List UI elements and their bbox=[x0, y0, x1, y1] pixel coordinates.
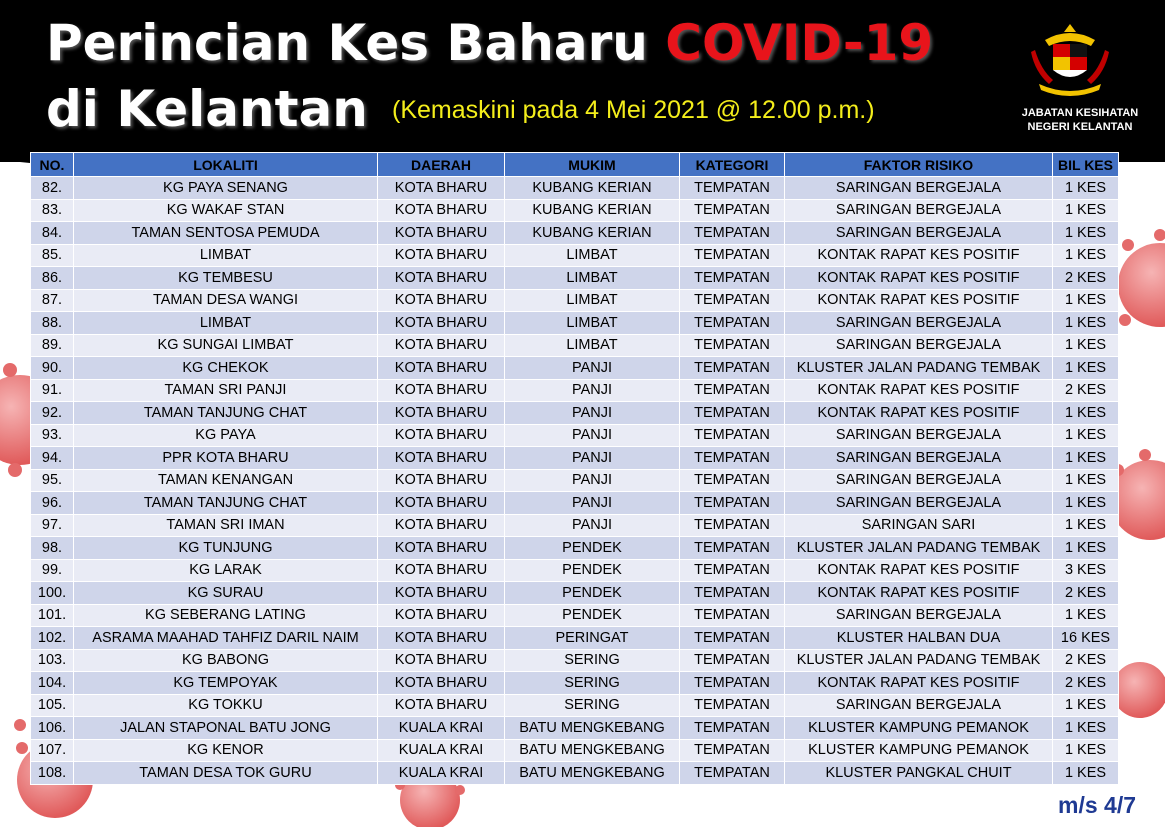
cell-no: 98. bbox=[31, 537, 74, 560]
cell-lokaliti: TAMAN TANJUNG CHAT bbox=[74, 402, 378, 425]
cell-mukim: LIMBAT bbox=[505, 334, 680, 357]
cell-bil-kes: 1 KES bbox=[1053, 312, 1119, 335]
cell-bil-kes: 1 KES bbox=[1053, 537, 1119, 560]
cell-lokaliti: KG SURAU bbox=[74, 582, 378, 605]
table-row bbox=[31, 717, 1119, 740]
cell-kategori: TEMPATAN bbox=[680, 222, 785, 245]
table-row bbox=[31, 492, 1119, 515]
table-row bbox=[31, 267, 1119, 290]
cell-no: 85. bbox=[31, 244, 74, 267]
cell-lokaliti: KG WAKAF STAN bbox=[74, 199, 378, 222]
cell-lokaliti: LIMBAT bbox=[74, 244, 378, 267]
cell-lokaliti: KG PAYA SENANG bbox=[74, 177, 378, 200]
table-row bbox=[31, 694, 1119, 717]
cell-bil-kes: 2 KES bbox=[1053, 672, 1119, 695]
cell-no: 92. bbox=[31, 402, 74, 425]
cell-kategori: TEMPATAN bbox=[680, 739, 785, 762]
cell-kategori: TEMPATAN bbox=[680, 627, 785, 650]
cell-bil-kes: 1 KES bbox=[1053, 739, 1119, 762]
cell-mukim: PENDEK bbox=[505, 559, 680, 582]
department-name-line1: JABATAN KESIHATAN bbox=[1021, 107, 1139, 119]
cell-no: 104. bbox=[31, 672, 74, 695]
cell-mukim: KUBANG KERIAN bbox=[505, 177, 680, 200]
column-header-faktor-risiko: FAKTOR RISIKO bbox=[785, 153, 1053, 177]
cell-lokaliti: TAMAN DESA WANGI bbox=[74, 289, 378, 312]
cell-daerah: KOTA BHARU bbox=[378, 514, 505, 537]
cell-mukim: PENDEK bbox=[505, 582, 680, 605]
cell-no: 105. bbox=[31, 694, 74, 717]
cell-lokaliti: KG LARAK bbox=[74, 559, 378, 582]
cell-no: 102. bbox=[31, 627, 74, 650]
cell-bil-kes: 1 KES bbox=[1053, 694, 1119, 717]
cell-bil-kes: 2 KES bbox=[1053, 379, 1119, 402]
cell-kategori: TEMPATAN bbox=[680, 334, 785, 357]
cell-kategori: TEMPATAN bbox=[680, 537, 785, 560]
cell-kategori: TEMPATAN bbox=[680, 447, 785, 470]
table-row bbox=[31, 649, 1119, 672]
table-row bbox=[31, 537, 1119, 560]
cell-daerah: KOTA BHARU bbox=[378, 244, 505, 267]
cell-daerah: KOTA BHARU bbox=[378, 424, 505, 447]
cell-bil-kes: 1 KES bbox=[1053, 424, 1119, 447]
cell-bil-kes: 1 KES bbox=[1053, 199, 1119, 222]
cell-lokaliti: TAMAN TANJUNG CHAT bbox=[74, 492, 378, 515]
page-title: Perincian Kes Baharu COVID-19 bbox=[46, 14, 934, 72]
cell-daerah: KOTA BHARU bbox=[378, 289, 505, 312]
cell-bil-kes: 1 KES bbox=[1053, 357, 1119, 380]
column-header-lokaliti: LOKALITI bbox=[74, 153, 378, 177]
cell-faktor-risiko: KLUSTER JALAN PADANG TEMBAK bbox=[785, 357, 1053, 380]
cell-no: 106. bbox=[31, 717, 74, 740]
cell-lokaliti: LIMBAT bbox=[74, 312, 378, 335]
table-row bbox=[31, 604, 1119, 627]
cell-mukim: LIMBAT bbox=[505, 312, 680, 335]
cell-no: 103. bbox=[31, 649, 74, 672]
cell-mukim: KUBANG KERIAN bbox=[505, 199, 680, 222]
cell-daerah: KOTA BHARU bbox=[378, 357, 505, 380]
cell-faktor-risiko: KONTAK RAPAT KES POSITIF bbox=[785, 402, 1053, 425]
cell-kategori: TEMPATAN bbox=[680, 357, 785, 380]
cell-daerah: KOTA BHARU bbox=[378, 177, 505, 200]
cell-daerah: KOTA BHARU bbox=[378, 582, 505, 605]
cell-daerah: KOTA BHARU bbox=[378, 402, 505, 425]
table-row bbox=[31, 244, 1119, 267]
cell-mukim: SERING bbox=[505, 649, 680, 672]
cell-faktor-risiko: SARINGAN BERGEJALA bbox=[785, 199, 1053, 222]
update-note: (Kemaskini pada 4 Mei 2021 @ 12.00 p.m.) bbox=[392, 96, 875, 124]
column-header-no: NO. bbox=[31, 153, 74, 177]
cell-mukim: PANJI bbox=[505, 514, 680, 537]
cell-mukim: SERING bbox=[505, 694, 680, 717]
cell-mukim: PENDEK bbox=[505, 537, 680, 560]
cell-bil-kes: 1 KES bbox=[1053, 402, 1119, 425]
cell-faktor-risiko: SARINGAN BERGEJALA bbox=[785, 334, 1053, 357]
cell-daerah: KOTA BHARU bbox=[378, 312, 505, 335]
table-row bbox=[31, 582, 1119, 605]
cell-bil-kes: 1 KES bbox=[1053, 604, 1119, 627]
cell-lokaliti: KG PAYA bbox=[74, 424, 378, 447]
cell-no: 86. bbox=[31, 267, 74, 290]
table-row bbox=[31, 289, 1119, 312]
cell-no: 87. bbox=[31, 289, 74, 312]
cell-daerah: KOTA BHARU bbox=[378, 222, 505, 245]
cell-daerah: KOTA BHARU bbox=[378, 672, 505, 695]
cell-faktor-risiko: SARINGAN BERGEJALA bbox=[785, 492, 1053, 515]
table-row bbox=[31, 312, 1119, 335]
cell-bil-kes: 1 KES bbox=[1053, 514, 1119, 537]
column-header-kategori: KATEGORI bbox=[680, 153, 785, 177]
table-row bbox=[31, 199, 1119, 222]
cell-daerah: KOTA BHARU bbox=[378, 447, 505, 470]
cell-kategori: TEMPATAN bbox=[680, 177, 785, 200]
cell-kategori: TEMPATAN bbox=[680, 402, 785, 425]
cell-daerah: KOTA BHARU bbox=[378, 199, 505, 222]
cell-faktor-risiko: KONTAK RAPAT KES POSITIF bbox=[785, 289, 1053, 312]
cell-lokaliti: ASRAMA MAAHAD TAHFIZ DARIL NAIM bbox=[74, 627, 378, 650]
table-header-row bbox=[31, 153, 1119, 177]
cell-mukim: PANJI bbox=[505, 424, 680, 447]
cell-kategori: TEMPATAN bbox=[680, 582, 785, 605]
cell-bil-kes: 16 KES bbox=[1053, 627, 1119, 650]
cell-no: 101. bbox=[31, 604, 74, 627]
cell-lokaliti: TAMAN SRI PANJI bbox=[74, 379, 378, 402]
cell-daerah: KOTA BHARU bbox=[378, 694, 505, 717]
cell-kategori: TEMPATAN bbox=[680, 672, 785, 695]
cell-bil-kes: 1 KES bbox=[1053, 447, 1119, 470]
cell-mukim: PANJI bbox=[505, 357, 680, 380]
cell-faktor-risiko: SARINGAN SARI bbox=[785, 514, 1053, 537]
cell-daerah: KOTA BHARU bbox=[378, 267, 505, 290]
table-row bbox=[31, 559, 1119, 582]
cell-faktor-risiko: SARINGAN BERGEJALA bbox=[785, 694, 1053, 717]
cell-faktor-risiko: KLUSTER JALAN PADANG TEMBAK bbox=[785, 537, 1053, 560]
cell-kategori: TEMPATAN bbox=[680, 604, 785, 627]
cell-bil-kes: 1 KES bbox=[1053, 469, 1119, 492]
cell-lokaliti: KG TEMPOYAK bbox=[74, 672, 378, 695]
cell-faktor-risiko: SARINGAN BERGEJALA bbox=[785, 424, 1053, 447]
cell-kategori: TEMPATAN bbox=[680, 267, 785, 290]
cell-lokaliti: KG TEMBESU bbox=[74, 267, 378, 290]
table-row bbox=[31, 357, 1119, 380]
cell-lokaliti: KG KENOR bbox=[74, 739, 378, 762]
cell-daerah: KUALA KRAI bbox=[378, 739, 505, 762]
cell-daerah: KOTA BHARU bbox=[378, 469, 505, 492]
cell-bil-kes: 1 KES bbox=[1053, 762, 1119, 785]
coat-of-arms-icon bbox=[1025, 20, 1115, 98]
cell-faktor-risiko: SARINGAN BERGEJALA bbox=[785, 312, 1053, 335]
cell-faktor-risiko: KONTAK RAPAT KES POSITIF bbox=[785, 559, 1053, 582]
header-banner bbox=[0, 0, 1165, 162]
table-row bbox=[31, 739, 1119, 762]
cell-lokaliti: KG SEBERANG LATING bbox=[74, 604, 378, 627]
cell-no: 89. bbox=[31, 334, 74, 357]
cell-no: 107. bbox=[31, 739, 74, 762]
cell-lokaliti: TAMAN SRI IMAN bbox=[74, 514, 378, 537]
cell-faktor-risiko: KLUSTER KAMPUNG PEMANOK bbox=[785, 739, 1053, 762]
cell-faktor-risiko: SARINGAN BERGEJALA bbox=[785, 177, 1053, 200]
cell-kategori: TEMPATAN bbox=[680, 312, 785, 335]
table-row bbox=[31, 627, 1119, 650]
cell-mukim: SERING bbox=[505, 672, 680, 695]
cell-bil-kes: 1 KES bbox=[1053, 334, 1119, 357]
table-row bbox=[31, 379, 1119, 402]
cell-mukim: PANJI bbox=[505, 469, 680, 492]
cell-faktor-risiko: SARINGAN BERGEJALA bbox=[785, 222, 1053, 245]
table-row bbox=[31, 469, 1119, 492]
cell-daerah: KOTA BHARU bbox=[378, 649, 505, 672]
cell-daerah: KOTA BHARU bbox=[378, 379, 505, 402]
cell-faktor-risiko: KONTAK RAPAT KES POSITIF bbox=[785, 379, 1053, 402]
cell-no: 82. bbox=[31, 177, 74, 200]
cell-daerah: KUALA KRAI bbox=[378, 717, 505, 740]
table-row bbox=[31, 672, 1119, 695]
cell-mukim: PANJI bbox=[505, 492, 680, 515]
cell-bil-kes: 1 KES bbox=[1053, 289, 1119, 312]
cell-mukim: LIMBAT bbox=[505, 244, 680, 267]
cell-faktor-risiko: SARINGAN BERGEJALA bbox=[785, 447, 1053, 470]
cell-kategori: TEMPATAN bbox=[680, 289, 785, 312]
page-title-line2: di Kelantan bbox=[46, 80, 368, 138]
cell-bil-kes: 1 KES bbox=[1053, 717, 1119, 740]
table-row bbox=[31, 222, 1119, 245]
cell-mukim: KUBANG KERIAN bbox=[505, 222, 680, 245]
cell-no: 83. bbox=[31, 199, 74, 222]
cell-no: 88. bbox=[31, 312, 74, 335]
table-row bbox=[31, 424, 1119, 447]
column-header-mukim: MUKIM bbox=[505, 153, 680, 177]
cell-bil-kes: 2 KES bbox=[1053, 582, 1119, 605]
cell-no: 96. bbox=[31, 492, 74, 515]
cases-table bbox=[30, 152, 1119, 785]
cell-faktor-risiko: KLUSTER PANGKAL CHUIT bbox=[785, 762, 1053, 785]
cell-mukim: PANJI bbox=[505, 402, 680, 425]
cell-daerah: KUALA KRAI bbox=[378, 762, 505, 785]
cell-faktor-risiko: KONTAK RAPAT KES POSITIF bbox=[785, 672, 1053, 695]
cell-lokaliti: TAMAN DESA TOK GURU bbox=[74, 762, 378, 785]
cell-no: 99. bbox=[31, 559, 74, 582]
cell-bil-kes: 2 KES bbox=[1053, 267, 1119, 290]
cell-faktor-risiko: KONTAK RAPAT KES POSITIF bbox=[785, 267, 1053, 290]
cell-mukim: BATU MENGKEBANG bbox=[505, 739, 680, 762]
cell-no: 100. bbox=[31, 582, 74, 605]
cell-faktor-risiko: SARINGAN BERGEJALA bbox=[785, 604, 1053, 627]
cell-no: 108. bbox=[31, 762, 74, 785]
cell-kategori: TEMPATAN bbox=[680, 649, 785, 672]
cell-kategori: TEMPATAN bbox=[680, 379, 785, 402]
table-row bbox=[31, 447, 1119, 470]
cell-no: 91. bbox=[31, 379, 74, 402]
cell-no: 90. bbox=[31, 357, 74, 380]
page-number: m/s 4/7 bbox=[1058, 792, 1136, 818]
cell-bil-kes: 3 KES bbox=[1053, 559, 1119, 582]
cell-daerah: KOTA BHARU bbox=[378, 537, 505, 560]
cell-no: 97. bbox=[31, 514, 74, 537]
cell-daerah: KOTA BHARU bbox=[378, 627, 505, 650]
cell-faktor-risiko: SARINGAN BERGEJALA bbox=[785, 469, 1053, 492]
cell-lokaliti: KG TOKKU bbox=[74, 694, 378, 717]
cell-no: 95. bbox=[31, 469, 74, 492]
cell-mukim: PANJI bbox=[505, 447, 680, 470]
table-row bbox=[31, 514, 1119, 537]
cell-kategori: TEMPATAN bbox=[680, 492, 785, 515]
cell-daerah: KOTA BHARU bbox=[378, 559, 505, 582]
table-row bbox=[31, 334, 1119, 357]
cell-no: 93. bbox=[31, 424, 74, 447]
cell-bil-kes: 1 KES bbox=[1053, 177, 1119, 200]
table-row bbox=[31, 177, 1119, 200]
cell-faktor-risiko: KLUSTER HALBAN DUA bbox=[785, 627, 1053, 650]
cell-bil-kes: 1 KES bbox=[1053, 222, 1119, 245]
table-row bbox=[31, 762, 1119, 785]
cell-daerah: KOTA BHARU bbox=[378, 492, 505, 515]
cell-lokaliti: JALAN STAPONAL BATU JONG bbox=[74, 717, 378, 740]
cell-bil-kes: 1 KES bbox=[1053, 492, 1119, 515]
cell-kategori: TEMPATAN bbox=[680, 244, 785, 267]
cell-kategori: TEMPATAN bbox=[680, 469, 785, 492]
cell-lokaliti: KG CHEKOK bbox=[74, 357, 378, 380]
cell-kategori: TEMPATAN bbox=[680, 559, 785, 582]
cell-faktor-risiko: KLUSTER KAMPUNG PEMANOK bbox=[785, 717, 1053, 740]
cell-lokaliti: TAMAN SENTOSA PEMUDA bbox=[74, 222, 378, 245]
department-name-line2: NEGERI KELANTAN bbox=[1027, 121, 1133, 133]
cell-lokaliti: TAMAN KENANGAN bbox=[74, 469, 378, 492]
cell-faktor-risiko: KLUSTER JALAN PADANG TEMBAK bbox=[785, 649, 1053, 672]
cell-mukim: PENDEK bbox=[505, 604, 680, 627]
cell-bil-kes: 2 KES bbox=[1053, 649, 1119, 672]
cell-lokaliti: KG SUNGAI LIMBAT bbox=[74, 334, 378, 357]
cell-mukim: BATU MENGKEBANG bbox=[505, 717, 680, 740]
column-header-daerah: DAERAH bbox=[378, 153, 505, 177]
cell-kategori: TEMPATAN bbox=[680, 717, 785, 740]
cell-daerah: KOTA BHARU bbox=[378, 334, 505, 357]
cell-lokaliti: KG BABONG bbox=[74, 649, 378, 672]
cell-kategori: TEMPATAN bbox=[680, 694, 785, 717]
cell-faktor-risiko: KONTAK RAPAT KES POSITIF bbox=[785, 582, 1053, 605]
column-header-bil-kes: BIL KES bbox=[1053, 153, 1119, 177]
cell-daerah: KOTA BHARU bbox=[378, 604, 505, 627]
cell-kategori: TEMPATAN bbox=[680, 762, 785, 785]
cell-kategori: TEMPATAN bbox=[680, 424, 785, 447]
cell-bil-kes: 1 KES bbox=[1053, 244, 1119, 267]
cell-kategori: TEMPATAN bbox=[680, 514, 785, 537]
cell-no: 94. bbox=[31, 447, 74, 470]
cases-table-container bbox=[30, 152, 1118, 785]
cell-mukim: LIMBAT bbox=[505, 289, 680, 312]
table-row bbox=[31, 402, 1119, 425]
cell-mukim: PERINGAT bbox=[505, 627, 680, 650]
cell-mukim: BATU MENGKEBANG bbox=[505, 762, 680, 785]
cell-lokaliti: KG TUNJUNG bbox=[74, 537, 378, 560]
cell-mukim: PANJI bbox=[505, 379, 680, 402]
cell-faktor-risiko: KONTAK RAPAT KES POSITIF bbox=[785, 244, 1053, 267]
cell-no: 84. bbox=[31, 222, 74, 245]
cell-lokaliti: PPR KOTA BHARU bbox=[74, 447, 378, 470]
cell-kategori: TEMPATAN bbox=[680, 199, 785, 222]
cell-mukim: LIMBAT bbox=[505, 267, 680, 290]
